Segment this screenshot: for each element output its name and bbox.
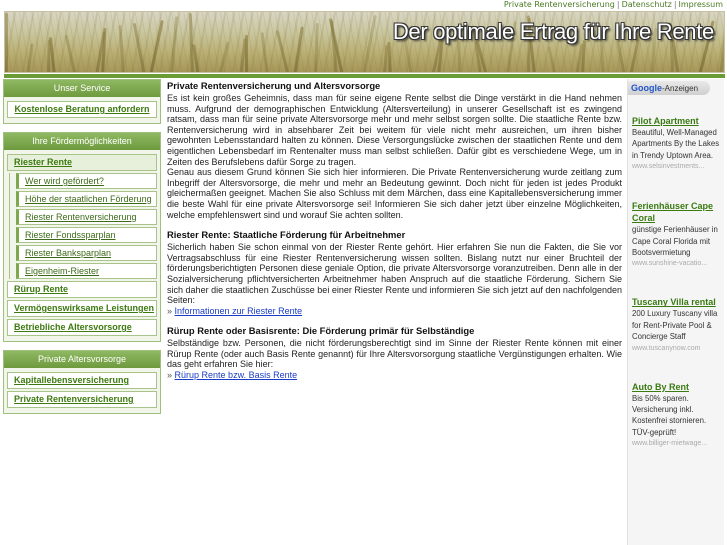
ad-text: Bis 50% sparen. Versicherung inkl. Kostenfrei stornieren. TÜV-geprüft!: [632, 393, 707, 437]
ad-text: günstige Ferienhäuser in Cape Coral Florida mit Bootsvermietung: [632, 225, 718, 258]
toplink-datenschutz[interactable]: Datenschutz: [621, 0, 672, 9]
ad-url[interactable]: www.tuscanynow.com: [632, 344, 701, 352]
foerder-box-title: Ihre Fördermöglichkeiten: [4, 133, 160, 150]
section-private-rentenversicherung: [167, 80, 622, 220]
section-link-line: [167, 370, 622, 381]
section-ruerup-rente: [167, 325, 622, 380]
service-box: [3, 79, 161, 124]
nav-riester-rente[interactable]: Riester Rente: [7, 154, 157, 171]
top-links: [504, 0, 723, 11]
wheat-stalk-decoration: [218, 42, 229, 73]
link-ruerup-rente[interactable]: Rürup Rente bzw. Basis Rente: [174, 370, 298, 381]
ad-title[interactable]: Auto By Rent: [632, 381, 689, 392]
section-paragraph: Genau aus diesem Grund können Sie sich hier informieren. Die Private Rentenversicherung wurde zeitlang zum Inbegriff der Altersvorsorge, die mehr und mehr an Bedeutung gewinnt. Doch nicht für jeden ist jedes Produkt gleichermaßen geeignet. Machen Sie also Schluss mit dem Märchen, dass eine Kapitallebensversicherung immer die beste Wahl für eine private Altersvorsorge sei! Informieren Sie sich daher jetzt über einzelne Möglichkeiten, welche empfehlenswert sind und worauf Sie achten sollten.: [167, 167, 622, 220]
ad-text: 200 Luxury Tuscany villa for Rent-Private Pool & Concierge Staff: [632, 309, 718, 342]
separator: |: [673, 0, 677, 9]
wheat-stalk-decoration: [261, 32, 269, 73]
ads-label-text: -Anzeigen: [662, 84, 699, 93]
wheat-stalk-decoration: [47, 40, 51, 73]
section-link-line: [167, 306, 622, 317]
riester-submenu: [9, 173, 157, 279]
ad-item: [628, 200, 724, 269]
section-paragraph: Es ist kein großes Geheimnis, dass man für seine eigene Rente selbst die Dinge verstärkt in die Hand nehmen muss. Aufgrund der demographischen Entwicklung (Altersverteilung) in unserer Gesellschaft ist es zwingend ratsam, dass man für seine private Altersvorsorge mehr und mehr selbst sorgen sollte. Die staatliche Rente bzw. Rentenversicherung wird in absehbarer Zeit bei weitem für viele nicht mehr ausreichen, um ihren bisher gewohnten Lebensstandard halten zu können. Diese Versorgungslücke zwischen der staatlichen Rente und dem eigentlichen Lebensbedarf im Rentenalter muss man selbst schließen. Dafür gibt es verschiedene Wege, um in Zeiten des Berufslebens dafür Sorge zu tragen.: [167, 93, 622, 167]
google-ads-label[interactable]: [628, 81, 710, 95]
nav-betriebliche-altersvorsorge[interactable]: Betriebliche Altersvorsorge: [7, 319, 157, 336]
main-content: [167, 80, 622, 390]
ad-url[interactable]: www.billiger-mietwage...: [632, 440, 708, 448]
wheat-stalk-decoration: [547, 46, 557, 73]
ad-item: [628, 381, 724, 450]
wheat-stalk-decoration: [719, 16, 725, 73]
ad-column: [627, 79, 724, 545]
ad-url[interactable]: www.selsinvestments...: [632, 163, 705, 171]
sidebar: [3, 79, 161, 422]
ad-title[interactable]: Ferienhäuser Cape Coral: [632, 201, 714, 224]
section-riester-rente: [167, 229, 622, 316]
section-paragraph: Selbständige bzw. Personen, die nicht förderungsberechtigt sind im Sinne der Riester Rente können mit einer Rürup Rente (oder auch Basis Rente genannt) für Ihre Altersvorsorgung staatliche Vergünstigungen erhalten. Wie das geht erfahren Sie hier:: [167, 338, 622, 370]
wheat-stalk-decoration: [293, 26, 304, 73]
ad-url[interactable]: www.sunshine-vacatio...: [632, 260, 708, 268]
section-title: Riester Rente: Staatliche Förderung für Arbeitnehmer: [167, 229, 406, 241]
nav-kostenlose-beratung[interactable]: Kostenlose Beratung anfordern: [7, 101, 157, 118]
nav-private-rentenversicherung[interactable]: Private Rentenversicherung: [7, 391, 157, 408]
section-title: Private Rentenversicherung und Altersvorsorge: [167, 80, 381, 91]
wheat-stalk-decoration: [314, 23, 319, 73]
nav-eigenheim-riester[interactable]: Eigenheim-Riester: [16, 263, 157, 279]
raquo-icon: »: [167, 370, 173, 381]
nav-riester-rentenversicherung[interactable]: Riester Rentenversicherung: [16, 209, 157, 225]
ad-item: [628, 115, 724, 172]
section-paragraph: Sicherlich haben Sie schon einmal von der Riester Rente gehört. Hier erfahren Sie nun die Fakten, die Sie vor Vertragsabschluss für eine Riester Rentenversicherung wissen sollten. Bislang nutzt nur einer Bruchteil der förderungsberichtigten Personen diese geniale Option, die private Altersvorsorge voranzutreiben. Denn alle in der Sozialversicherung pflichtversicherten Arbeitnehmer haben Anspruch auf die staatliche Förderung. Sichern Sie sich daher die staatlichen Zuschüsse bei einer Riester Rente und informieren Sie sich jetzt auf den nachfolgenden Seiten:: [167, 242, 622, 306]
raquo-icon: »: [167, 305, 173, 316]
foerder-box: [3, 132, 161, 342]
wheat-stalk-decoration: [118, 25, 125, 73]
wheat-stalk-decoration: [65, 35, 77, 73]
ad-title[interactable]: Pilot Apartment: [632, 116, 699, 126]
section-title: Rürup Rente oder Basisrente: Die Förderung primär für Selbständige: [167, 325, 475, 337]
nav-riester-banksparplan[interactable]: Riester Banksparplan: [16, 245, 157, 261]
nav-vermoegenswirksame-leistungen[interactable]: Vermögenswirksame Leistungen: [7, 300, 157, 317]
nav-riester-fondssparplan[interactable]: Riester Fondssparplan: [16, 227, 157, 243]
private-box: [3, 350, 161, 414]
link-riester-info[interactable]: Informationen zur Riester Rente: [174, 305, 303, 316]
wheat-stalk-decoration: [170, 16, 178, 73]
toplink-impressum[interactable]: Impressum: [678, 0, 723, 9]
nav-hoehe-foerderung[interactable]: Höhe der staatlichen Förderung: [16, 191, 157, 207]
google-logo-text: Google: [631, 83, 662, 93]
wheat-stalk-decoration: [362, 15, 377, 73]
wheat-stalk-decoration: [189, 13, 194, 73]
toplink-private-rentenversicherung[interactable]: Private Rentenversicherung: [503, 0, 615, 9]
wheat-stalk-decoration: [5, 13, 8, 73]
service-box-title: Unser Service: [4, 80, 160, 97]
wheat-stalk-decoration: [133, 23, 146, 73]
nav-ruerup-rente[interactable]: Rürup Rente: [7, 281, 157, 298]
private-box-title: Private Altersvorsorge: [4, 351, 160, 368]
wheat-stalk-decoration: [149, 20, 164, 73]
header-banner: [4, 11, 725, 73]
separator: |: [616, 0, 620, 9]
wheat-stalk-decoration: [26, 43, 34, 73]
ad-text: Beautiful, Well-Managed Apartments By the Lakes in Trendy Uptown Area.: [632, 128, 720, 160]
ad-item: [628, 296, 724, 353]
header-divider: [4, 74, 725, 78]
ad-title[interactable]: Tuscany Villa rental: [632, 297, 716, 308]
banner-title: Der optimale Ertrag für Ihre Rente: [392, 19, 714, 44]
nav-wer-wird-gefoerdert[interactable]: Wer wird gefördert?: [16, 173, 157, 189]
nav-kapitallebensversicherung[interactable]: Kapitallebensversicherung: [7, 372, 157, 389]
wheat-stalk-decoration: [276, 30, 290, 73]
